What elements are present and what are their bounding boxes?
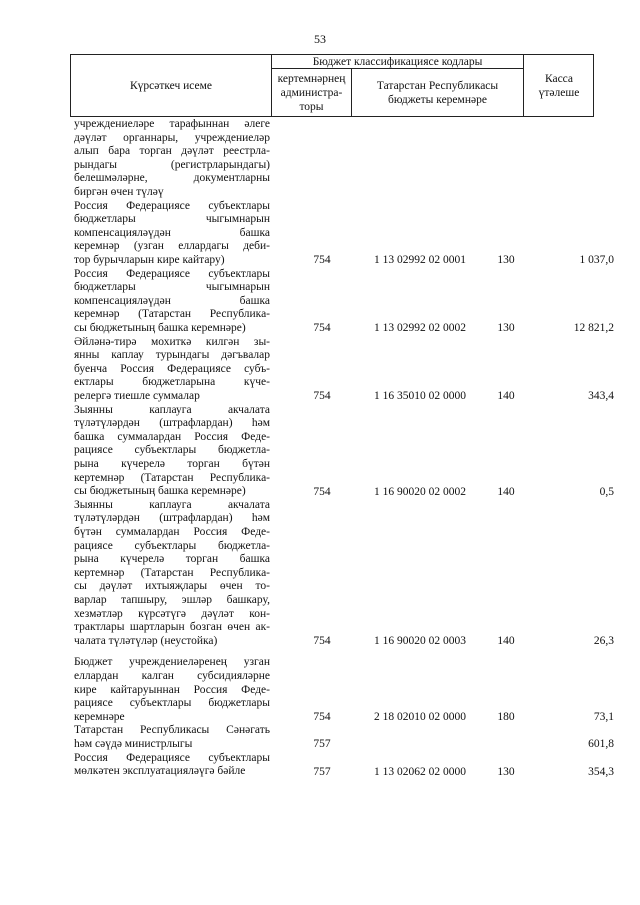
table-row: [0, 656, 640, 724]
cash-amount: 343,4: [588, 390, 614, 403]
header-budget-revenues: Татарстан Республикасы бюджеты керемнәре: [376, 80, 499, 106]
page-number: 53: [314, 32, 326, 46]
header-classification-codes: Бюджет классификациясе кодлары: [272, 55, 523, 69]
cash-amount: 0,5: [599, 485, 614, 498]
description-line: биргән өчен түләү: [74, 185, 164, 198]
income-subcode: 140: [497, 485, 515, 498]
description-line: бүтән суммалардан Россия Феде-: [74, 525, 270, 538]
table-row: [0, 200, 640, 268]
description-line: рациясе субъектлары бюджетла-: [74, 444, 270, 457]
table-row: [0, 499, 640, 649]
description-line: Зыянны каплауга акчалата: [74, 403, 270, 416]
description-line: трактлары шартларын бозган өчен ак-: [74, 621, 270, 634]
income-code: 1 16 90020 02 0003: [374, 635, 466, 648]
income-subcode: 140: [497, 635, 515, 648]
description-line: керемнәре: [74, 710, 125, 723]
income-code: 1 13 02992 02 0002: [374, 322, 466, 335]
income-subcode: 180: [497, 711, 515, 724]
description-line: тор бурычларын кире кайтару): [74, 253, 225, 266]
description-line: белешмәләрне, документларны: [74, 172, 270, 185]
header-revenue-administrator: кертемнәрнең администра- торы: [272, 69, 352, 117]
income-subcode: 130: [497, 765, 515, 778]
table-row: [0, 268, 640, 336]
income-subcode: 130: [497, 322, 515, 335]
row-description: [74, 499, 270, 649]
table-row: [0, 752, 640, 779]
description-line: релергә тиешле суммалар: [74, 389, 200, 402]
description-line: хезмәтләр күрсәтүгә дәүләт кон-: [74, 607, 270, 620]
description-line: һәм сәүдә министрлыгы: [74, 737, 193, 750]
description-line: компенсацияләүдән башка: [74, 226, 270, 239]
row-description: [74, 118, 270, 200]
description-line: рына күчерелә торган бүтән: [74, 457, 270, 470]
table-row: [0, 724, 640, 751]
income-subcode: 140: [497, 390, 515, 403]
description-line: буенча Россия Федерациясе субъ-: [74, 362, 270, 375]
description-line: Зыянны каплауга акчалата: [74, 498, 270, 511]
table-row: [0, 336, 640, 404]
description-line: сы бюджетының башка керемнәре): [74, 321, 246, 334]
description-line: варлар тапшыру, эшләр башкару,: [74, 593, 270, 606]
description-line: еллардан калган субсидияләрне: [74, 669, 270, 682]
description-line: янны каплау турындагы дәгъвалар: [74, 349, 270, 362]
description-line: рындагы (регистрларындагы): [74, 158, 270, 171]
description-line: учреждениеләре тарафыннан әлеге: [74, 118, 270, 130]
description-line: Татарстан Республикасы Сәнәгать: [74, 724, 270, 737]
description-line: сы бюджетының башка керемнәре): [74, 485, 246, 498]
admin-code: 754: [313, 254, 331, 267]
cash-amount: 1 037,0: [579, 254, 614, 267]
row-description: [74, 200, 270, 268]
admin-code: 754: [313, 711, 331, 724]
cash-amount: 26,3: [593, 635, 614, 648]
description-line: сы дәүләт ихтыяҗлары өчен то-: [74, 580, 270, 593]
admin-code: 754: [313, 390, 331, 403]
description-line: Әйләнә-тирә мохиткә килгән зы-: [74, 335, 270, 348]
row-description: [74, 268, 270, 336]
description-line: башка суммалардан Россия Феде-: [74, 430, 270, 443]
income-code: 1 16 35010 02 0000: [374, 390, 466, 403]
admin-code: 754: [313, 322, 331, 335]
description-line: керемнәр (узган еллардагы деби-: [74, 240, 270, 253]
income-code: 2 18 02010 02 0000: [374, 711, 466, 724]
table-row: [0, 404, 640, 499]
row-description: [74, 404, 270, 499]
admin-code: 757: [313, 765, 331, 778]
description-line: бюджетлары чыгымнарын: [74, 213, 270, 226]
admin-code: 757: [313, 738, 331, 751]
description-line: керемнәр (Татарстан Республика-: [74, 308, 270, 321]
cash-amount: 12 821,2: [573, 322, 614, 335]
description-line: мөлкәтен эксплуатацияләүгә бәйле: [74, 765, 246, 778]
description-line: кертемнәр (Татарстан Республика-: [74, 566, 270, 579]
description-line: кире кайтаруыннан Россия Феде-: [74, 683, 270, 696]
description-line: чалата түләтүләр (неустойка): [74, 634, 218, 647]
cash-amount: 601,8: [588, 738, 614, 751]
description-line: Россия Федерациясе субъектлары: [74, 751, 270, 764]
description-line: түләтүләрдән (штрафлардан) һәм: [74, 417, 270, 430]
description-line: кертемнәр (Татарстан Республика-: [74, 471, 270, 484]
table-header: [70, 54, 594, 117]
description-line: рациясе субъектлары бюджетла-: [74, 539, 270, 552]
description-line: Россия Федерациясе субъектлары: [74, 199, 270, 212]
row-description: [74, 752, 270, 779]
income-code: 1 13 02062 02 0000: [374, 765, 466, 778]
admin-code: 754: [313, 485, 331, 498]
description-line: алып бара торган дәүләт реестрла-: [74, 145, 270, 158]
description-line: рациясе субъектлары бюджетлары: [74, 697, 270, 710]
description-line: дәүләт органнары, учреждениеләр: [74, 131, 270, 144]
header-indicator-name: Күрсәткеч исеме: [71, 55, 272, 116]
description-line: түләтүләрдән (штрафлардан) һәм: [74, 512, 270, 525]
income-code: 1 16 90020 02 0002: [374, 485, 466, 498]
header-cash-execution: Касса үтәлеше: [523, 55, 594, 116]
cash-amount: 73,1: [593, 711, 614, 724]
table-row: [0, 118, 640, 200]
description-line: бюджетлары чыгымнарын: [74, 281, 270, 294]
row-description: [74, 336, 270, 404]
description-line: ектлары бюджетларына күче-: [74, 376, 270, 389]
description-line: рына күчерелә торган башка: [74, 553, 270, 566]
row-description: [74, 656, 270, 724]
description-line: компенсацияләүдән башка: [74, 294, 270, 307]
cash-amount: 354,3: [588, 765, 614, 778]
admin-code: 754: [313, 635, 331, 648]
description-line: Россия Федерациясе субъектлары: [74, 267, 270, 280]
income-code: 1 13 02992 02 0001: [374, 254, 466, 267]
income-subcode: 130: [497, 254, 515, 267]
description-line: Бюджет учреждениеләренең узган: [74, 656, 270, 669]
row-description: [74, 724, 270, 751]
